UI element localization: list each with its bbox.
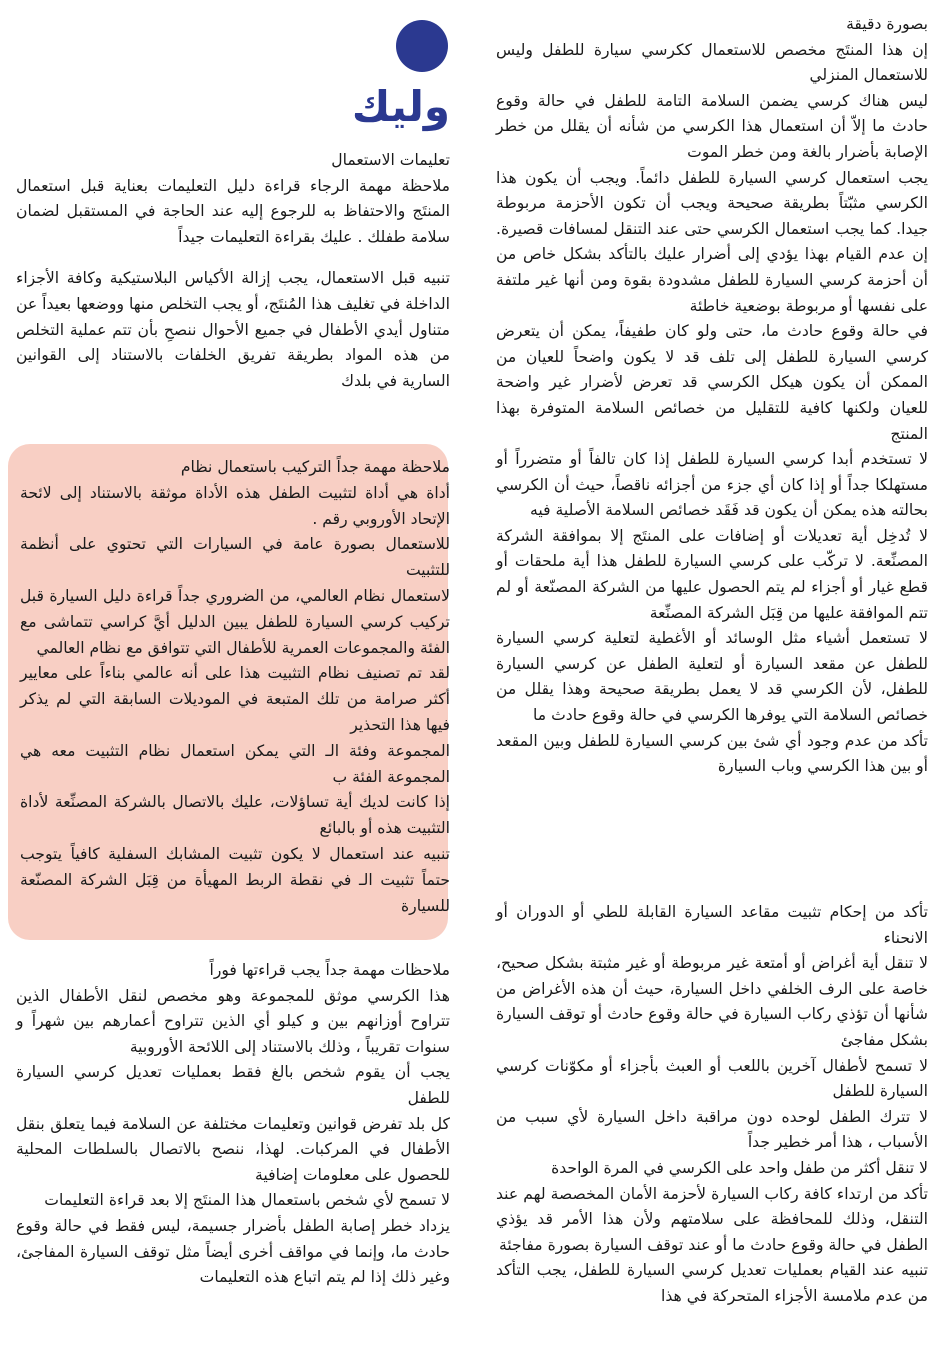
notice-box-content xyxy=(20,455,450,919)
notice-paragraph: ملاحظة مهمة جداً التركيب باستعمال نظام xyxy=(180,458,450,476)
notes-paragraph: كل بلد تفرض قوانين وتعليمات مختلفة عن السلامة فيما يتعلق بنقل الأطفال في المركبات. لهذا، ننصح بالاتصال بالسلطات المحلية للحصول على معلومات إضافية xyxy=(16,1114,450,1184)
right-paragraph: بصورة دقيقة xyxy=(846,15,928,33)
right-paragraph: تأكد من عدم وجود أي شئ بين كرسي السيارة للطفل وبين المقعد أو بين هذا الكرسي وباب السيارة xyxy=(496,731,928,776)
right-paragraph: لا تستعمل أشياء مثل الوسائد أو الأغطية لتعلية كرسي السيارة للطفل عن مقعد السيارة أو لتعلية الطفل عن كرسي السيارة للطفل، لأن الكرسي قد لا يعمل بطريقة صحيحة وهذا يقلل من خصائص السلامة التي يوفرها الكرسي في حالة وقوع حادث ما xyxy=(496,629,928,725)
important-notes xyxy=(16,958,450,1291)
notes-paragraph: يزداد خطر إصابة الطفل بأضرار جسيمة، ليس فقط في حالة وقوع حادث ما، وإنما في مواقف أخرى أيضاً مثل توقف السيارة المفاجئ، وغير ذلك إذا لم يتم اتباع هذه التعليمات xyxy=(16,1216,450,1287)
right-column-bottom xyxy=(496,900,928,1310)
brand-title: وليك xyxy=(351,82,450,131)
notice-paragraph: المجموعة وفئة الـ التي يمكن استعمال نظام التثبيت معه هي المجموعة الفئة ب xyxy=(20,741,450,786)
notice-paragraph: إذا كانت لديك أية تساؤلات، عليك بالاتصال بالشركة المصنِّعة لأداة التثبيت هذه أو بالبائع xyxy=(20,793,450,838)
right-paragraph: لا تستخدم أبدا كرسي السيارة للطفل إذا كان تالفاً أو متضرراً أو مستهلكا جداً أو إذا كان أي جزء من أجزائه ناقصاً، حيث أن الكرسي بحالته هذه يمكن أن يكون قد فَقَد خصائص السلامة الأصلية فيه xyxy=(496,450,928,520)
right-bottom-paragraph: تأكد من إحكام تثبيت مقاعد السيارة القابلة للطي أو الدوران أو الانحناء xyxy=(496,903,928,947)
right-bottom-paragraph: تنبيه عند القيام بعمليات تعديل كرسي السيارة للطفل، يجب التأكد من عدم ملامسة الأجزاء المتحركة في هذا xyxy=(496,1261,928,1305)
right-paragraph: إن هذا المنتَج مخصص للاستعمال ككرسي سيارة للطفل وليس للاستعمال المنزلي xyxy=(496,40,928,85)
notice-paragraph: لقد تم تصنيف نظام التثبيت هذا على أنه عالمي بناءاً على معايير أكثر صرامة من تلك المتبعة في الموديلات السابقة التي لم يذكر فيها هذا التحذير xyxy=(20,664,450,734)
right-bottom-paragraph: لا تترك الطفل لوحده دون مراقبة داخل السيارة لأي سبب من الأسباب ، هذا أمر خطير جداً xyxy=(496,1107,928,1152)
right-column xyxy=(496,12,928,780)
right-paragraph: لا تُدخِل أية تعديلات أو إضافات على المنتَج إلا بموافقة الشركة المصنِّعة. لا تركّب على كرسي السيارة للطفل هذا أية ملحقات أو قطع غيار أو أجزاء لم يتم الحصول عليها من الشركة المصنّعة أو لم تتم الموافقة عليها من قِبَل الشركة المصنِّعة xyxy=(496,526,928,622)
right-paragraph: في حالة وقوع حادث ما، حتى ولو كان طفيفاً، يمكن أن يتعرض كرسي السيارة للطفل إلى تلف قد لا يكون واضحاً للعيان من الممكن أن يكون هيكل الكرسي قد تعرض لأضرار غير واضحة للعيان ولكنها كافية للتقليل من خصائص السلامة المتوفرة بهذا المنتج xyxy=(496,322,928,443)
section-title: تعليمات الاستعمال xyxy=(331,151,450,169)
right-bottom-paragraph: تأكد من ارتداء كافة ركاب السيارة لأحزمة الأمان المخصصة لهم عند التنقل، وذلك للمحافظة على سلامتهم ولأن هذا الأمر قد يؤذي الطفل في حالة وقوع حادث ما أو عند توقف السيارة بصورة مفاجئة xyxy=(496,1184,928,1254)
left-paragraph: تنبيه قبل الاستعمال، يجب إزالة الأكياس البلاستيكية وكافة الأجزاء الداخلة في تغليف هذا المُنتَج، أو يجب التخلص منها ووضعها بعيداً عن متناول أيدي الأطفال في جميع الأحوال ننصحِ بأن تتم عملية التخلص من هذه المواد بطريقة تفريق الخلفات بالاستناد إلى القوانين السارية في بلدك xyxy=(16,269,450,390)
right-bottom-paragraph: لا تنقل أكثر من طفل واحد على الكرسي في المرة الواحدة xyxy=(551,1158,928,1177)
right-paragraph: يجب استعمال كرسي السيارة للطفل دائماً. ويجب أن يكون هذا الكرسي مثبّتاً بطريقة صحيحة ويجب أن تكون الأحزمة مربوطة جيدا. كما يجب استعمال الكرسي حتى عند التنقل لمسافات قصيرة. إن عدم القيام بهذا يؤدي إلى أضرار عليك بالتأكد بشكل خاص من أن أحزمة كرسي السيارة للطفل مشدودة بقوة ومن أنها غير ملتفة على نفسها أو مربوطة بوضعية خاطئة xyxy=(496,168,928,315)
brand-dot-icon xyxy=(396,20,448,72)
left-paragraph: ملاحظة مهمة الرجاء قراءة دليل التعليمات بعناية قبل استعمال المنتَج والاحتفاظ به للرجوع إليه عند الحاجة في المستقبل لضمان سلامة طفلك . عليك بقراءة التعليمات جيداً xyxy=(16,176,450,246)
notice-paragraph: تنبيه عند استعمال لا يكون تثبيت المشابك السفلية كافياً يتوجب حتماً تثبيت الـ في نقطة الربط المهيأة من قِبَل الشركة المصنّعة للسيارة xyxy=(20,844,450,915)
left-column-top xyxy=(16,148,450,394)
right-bottom-paragraph: لا تنقل أية أغراض أو أمتعة غير مربوطة أو غير مثبتة بشكل صحيح، خاصة على الرف الخلفي داخل السيارة، حيث أن هذه الأغراض من شأنها أن تؤذي ركاب السيارة في حالة وقوع حادث أو توقف السيارة بشكل مفاجئ xyxy=(496,954,928,1049)
notes-paragraph: ملاحظات مهمة جداً يجب قراءتها فوراً xyxy=(209,961,450,979)
right-paragraph: ليس هناك كرسي يضمن السلامة التامة للطفل في حالة وقوع حادث ما إلاّ أن استعمال هذا الكرسي من شأنه أن يقلل من خطر الإصابة بأضرار بالغة ومن خطر الموت xyxy=(496,91,928,161)
right-bottom-paragraph: لا تسمح لأطفال آخرين باللعب أو العبث بأجزاء أو مكوّنات كرسي السيارة للطفل xyxy=(496,1056,928,1101)
notes-paragraph: هذا الكرسي موثق للمجموعة وهو مخصص لنقل الأطفال الذين تتراوح أوزانهم بين و كيلو أي الذين تتراوح أعمارهم بين شهراً و سنوات تقريباً ، وذلك بالاستناد إلى اللائحة الأوروبية xyxy=(16,986,450,1056)
notice-paragraph: أداة هي أداة لتثبيت الطفل هذه الأداة موثقة بالاستناد إلى لائحة الإتحاد الأوروبي رقم . xyxy=(20,483,450,528)
notes-paragraph: يجب أن يقوم شخص بالغ فقط بعمليات تعديل كرسي السيارة للطفل xyxy=(16,1063,450,1107)
notice-paragraph: للاستعمال بصورة عامة في السيارات التي تحتوي على أنظمة للتثبيت xyxy=(20,535,450,580)
notes-paragraph: لا تسمح لأي شخص باستعمال هذا المنتَج إلا بعد قراءة التعليمات xyxy=(44,1191,450,1210)
notice-paragraph: لاستعمال نظام العالمي، من الضروري جداً قراءة دليل السيارة قبل تركيب كرسي السيارة للطفل يبين الدليل أيَّ كراسي تتماشى مع الفئة والمجموعات العمرية للأطفال التي تتوافق مع نظام العالمي xyxy=(20,586,450,657)
